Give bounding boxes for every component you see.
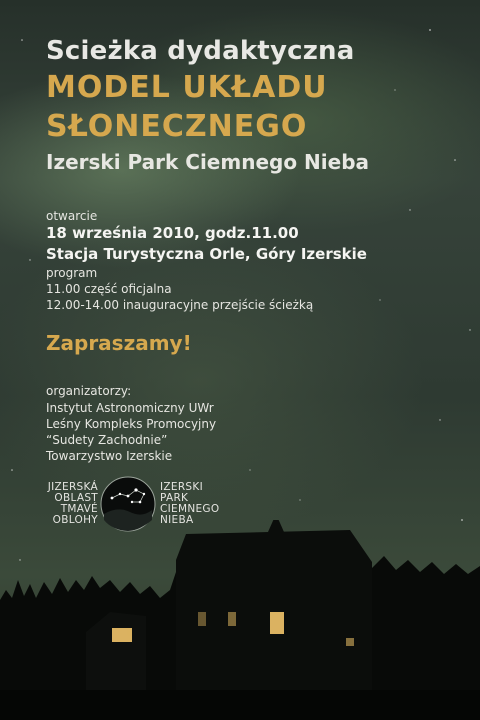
opening-place: Stacja Turystyczna Orle, Góry Izerskie	[46, 245, 367, 263]
program-item: 11.00 część oficjalna	[46, 282, 172, 296]
subtitle: Izerski Park Ciemnego Nieba	[46, 150, 370, 174]
title-line-2: MODEL UKŁADU	[46, 70, 328, 105]
logo-left-text: JIZERSKÁ OBLAST TMAVÉ OBLOHY	[47, 481, 98, 526]
title-line-1: Scieżka dydaktyczna	[46, 36, 355, 66]
opening-date: 18 września 2010, godz.11.00	[46, 224, 299, 242]
title-line-3: SŁONECZNEGO	[46, 109, 308, 144]
program-label: program	[46, 266, 98, 280]
invite-text: Zapraszamy!	[46, 331, 192, 355]
organizer-item: Instytut Astronomiczny UWr	[46, 401, 214, 415]
program-item: 12.00-14.00 inauguracyjne przejście ścieżką	[46, 298, 314, 312]
organizer-item: Towarzystwo Izerskie	[46, 449, 173, 463]
mountain-hut-silhouette	[0, 520, 480, 720]
organizer-item: “Sudety Zachodnie”	[46, 433, 168, 447]
opening-label: otwarcie	[46, 209, 98, 223]
organizers-label: organizatorzy:	[46, 384, 132, 398]
organizer-item: Leśny Kompleks Promocyjny	[46, 417, 217, 431]
logo-right-text: IZERSKI PARK CIEMNEGO NIEBA	[160, 481, 220, 526]
